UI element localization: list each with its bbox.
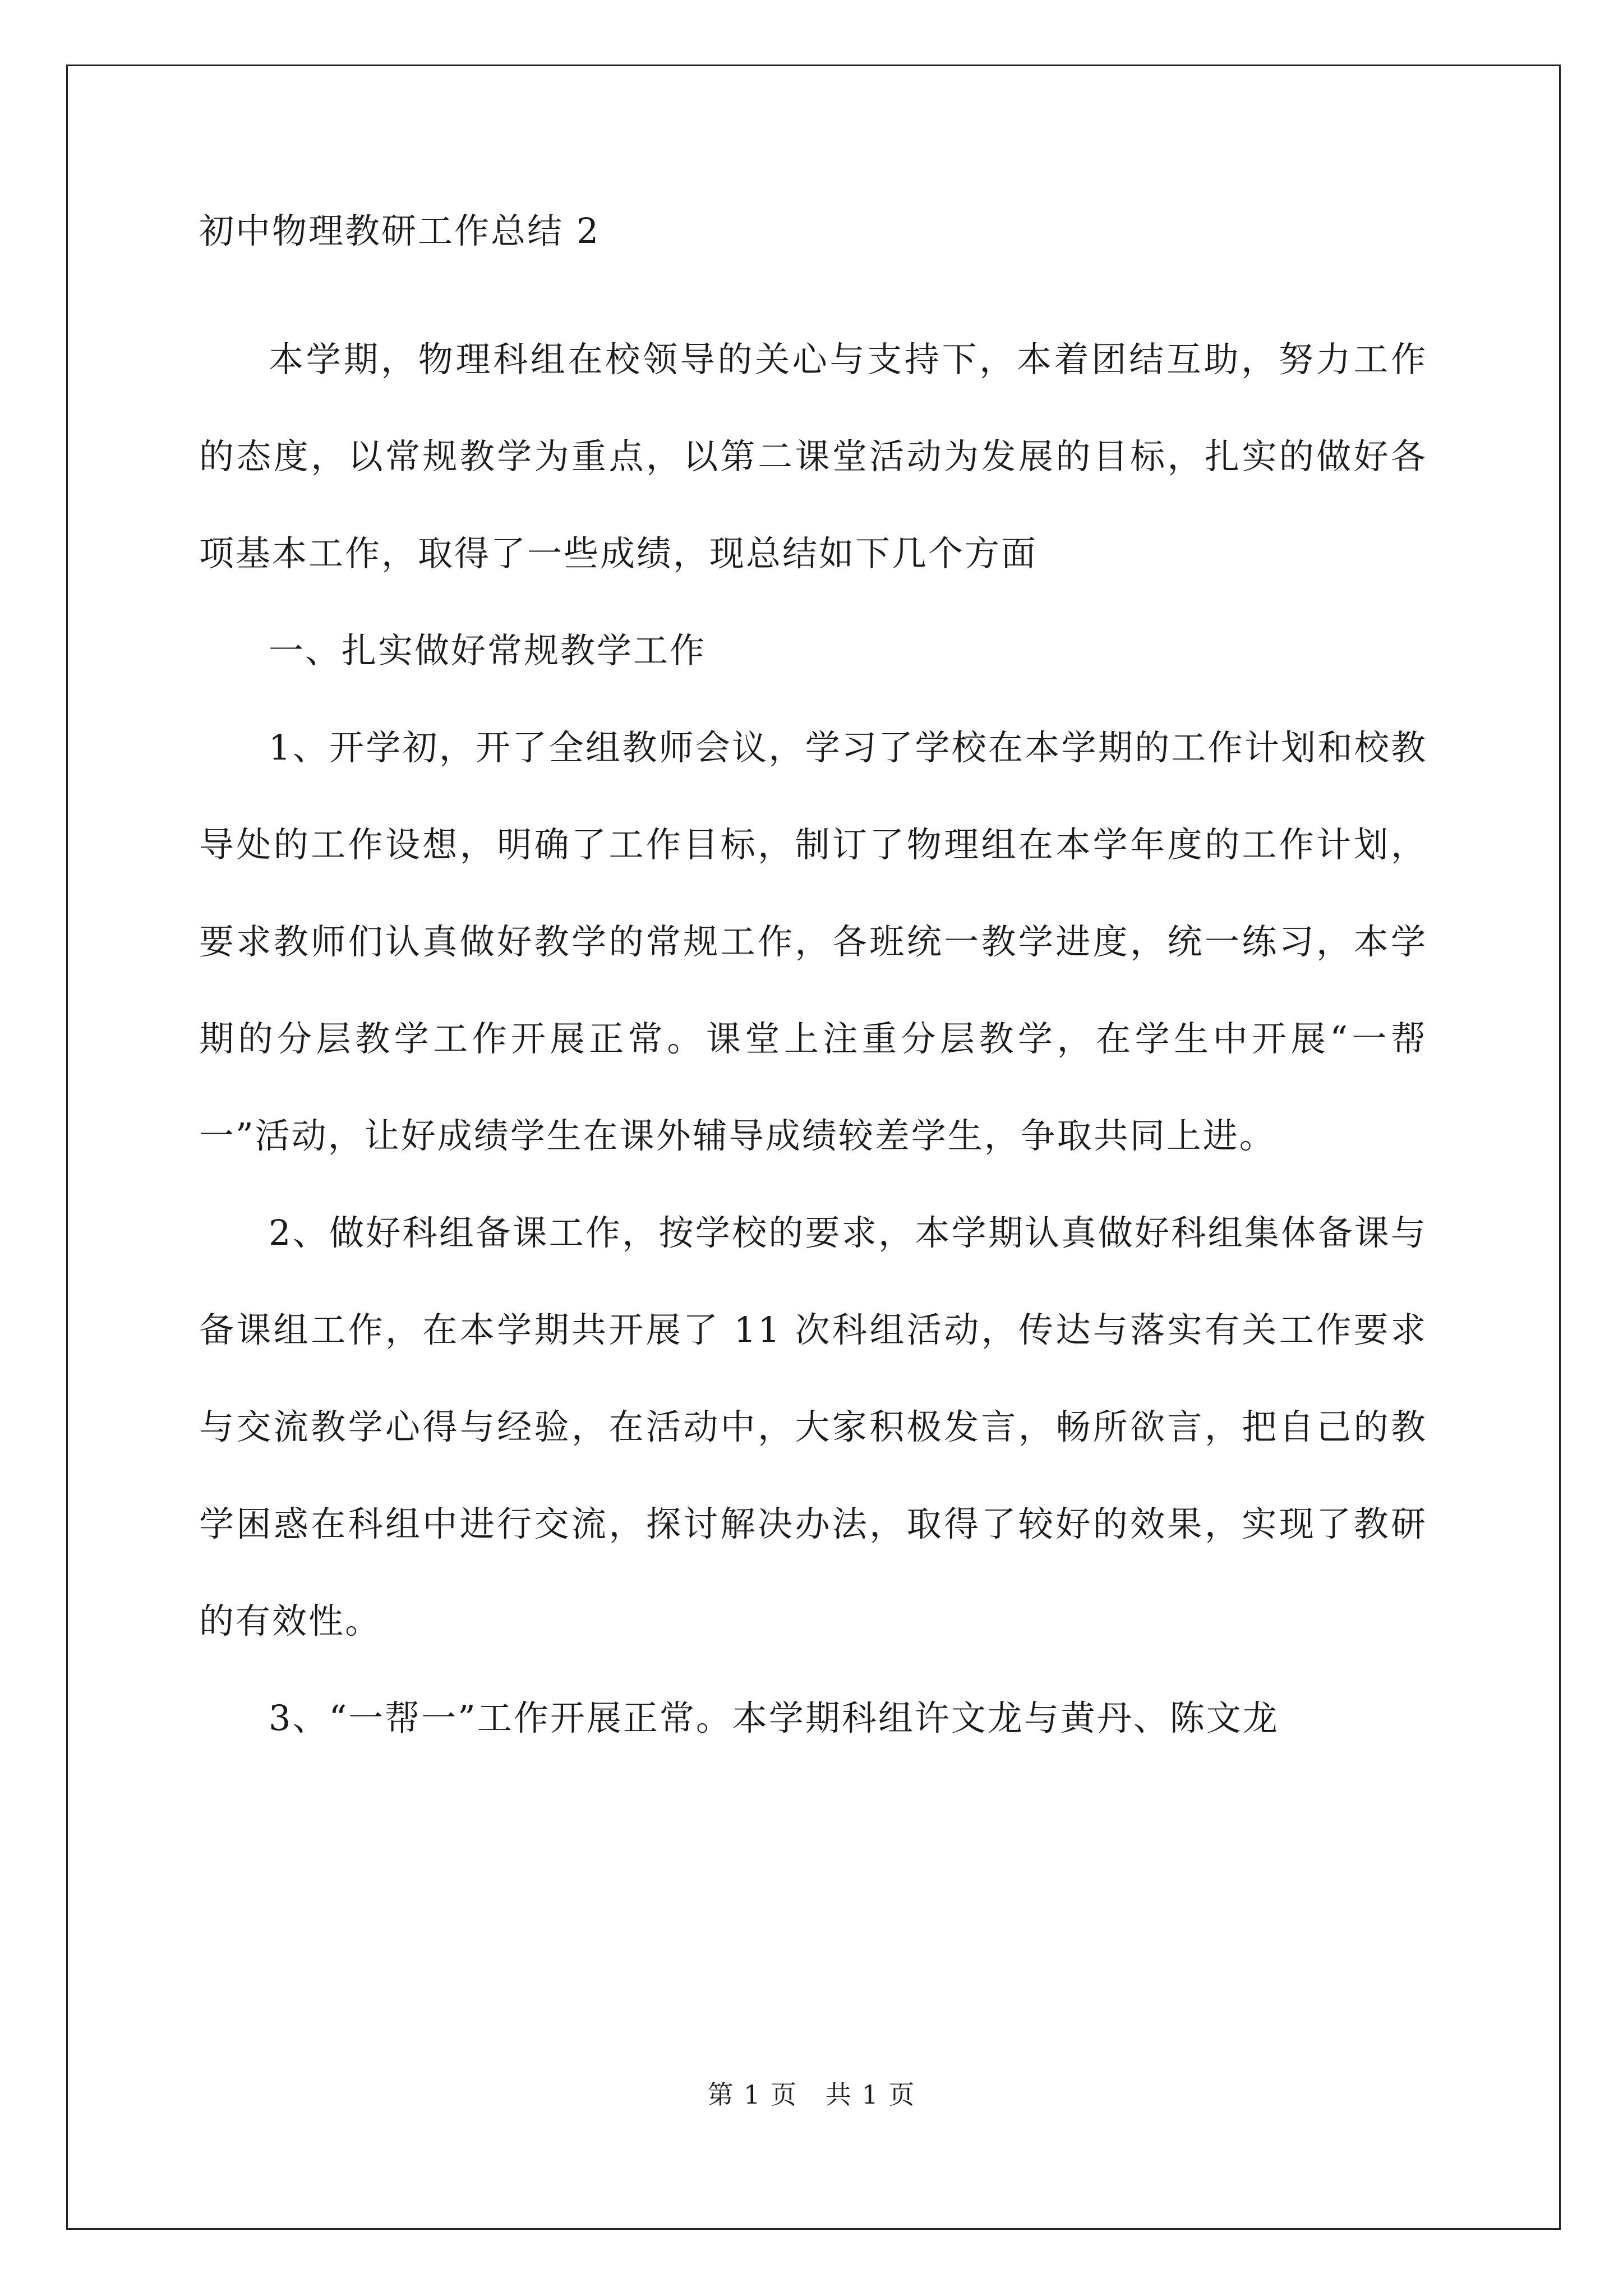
- paragraph-item-3: 3、“一帮一”工作开展正常。本学期科组许文龙与黄丹、陈文龙: [269, 1697, 1279, 1739]
- section-heading-1: 一、扎实做好常规教学工作: [269, 630, 707, 671]
- page-footer: 第 1 页 共 1 页: [707, 2079, 916, 2110]
- paragraph-intro: 本学期，物理科组在校领导的关心与支持下，本着团结互助，努力工作的态度，以常规教学为重点，以第二课堂活动为发展的目标，扎实的做好各项基本工作，取得了一些成绩，现总结如下几个方面: [199, 339, 1427, 574]
- document-body: [199, 210, 1427, 1766]
- paragraph-item-2: 2、做好科组备课工作，按学校的要求，本学期认真做好科组集体备课与备课组工作，在本学期共开展了 11 次科组活动，传达与落实有关工作要求与交流教学心得与经验，在活动中，大家积极发言，畅所欲言，把自己的教学困惑在科组中进行交流，探讨解决办法，取得了较好的效果，实现了教研的有效性。: [199, 1212, 1427, 1642]
- document-title: 初中物理教研工作总结 2: [199, 210, 601, 251]
- paragraph-item-1: 1、开学初，开了全组教师会议，学习了学校在本学期的工作计划和校教导处的工作设想，明确了工作目标，制订了物理组在本学年度的工作计划，要求教师们认真做好教学的常规工作，各班统一教学进度，统一练习，本学期的分层教学工作开展正常。课堂上注重分层教学，在学生中开展“一帮一”活动，让好成绩学生在课外辅导成绩较差学生，争取共同上进。: [199, 727, 1427, 1157]
